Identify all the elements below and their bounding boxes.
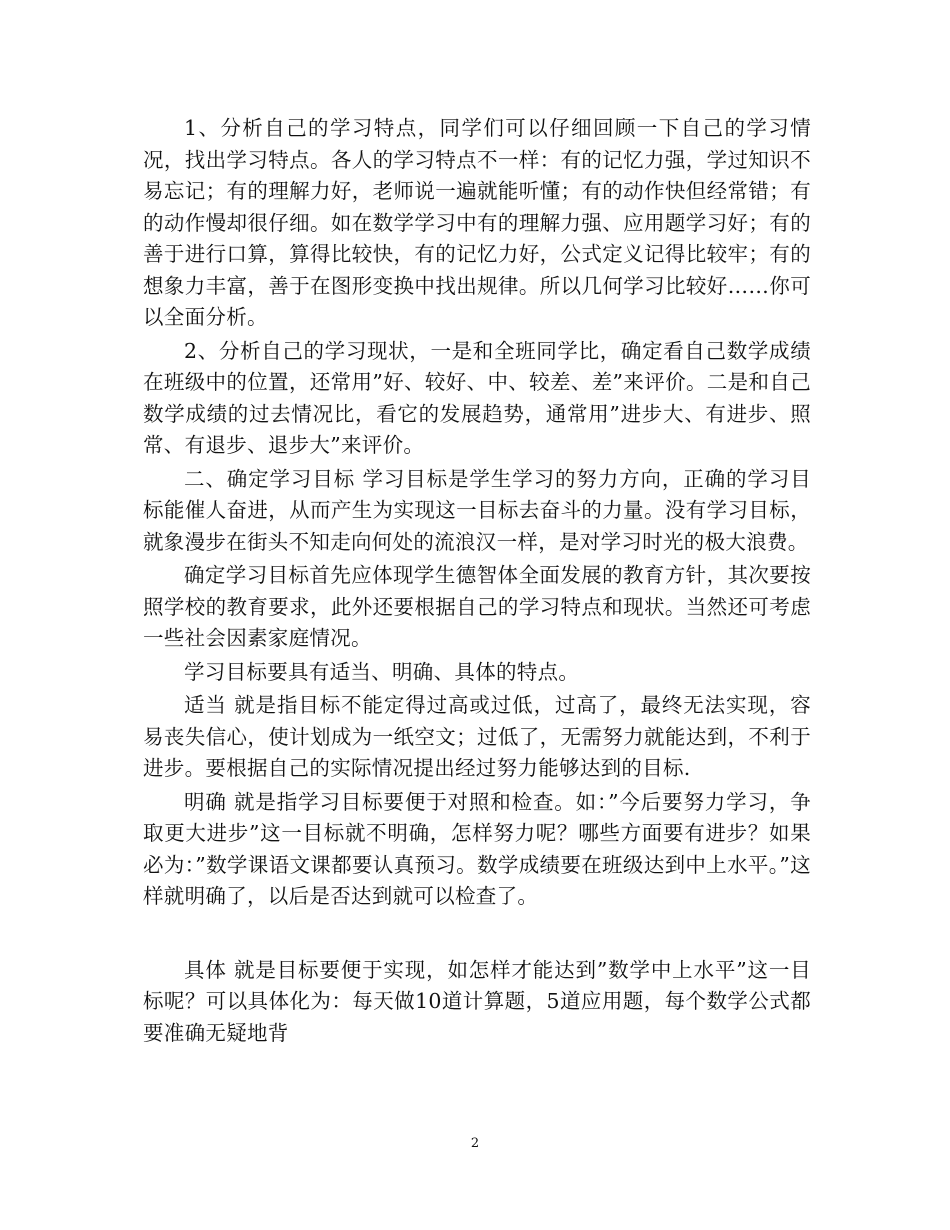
document-body [143, 113, 811, 1051]
paragraph-set-goals: 二、确定学习目标 学习目标是学生学习的努力方向，正确的学习目标能催人奋进，从而产生为实现这一目标去奋斗的力量。没有学习目标，就象漫步在街头不知走向何处的流浪汉一样，是对学习时光的极大浪费。 [143, 466, 811, 554]
paragraph-goal-features: 学习目标要具有适当、明确、具体的特点。 [184, 659, 580, 684]
paragraph-concrete: 具体 就是目标要便于实现，如怎样才能达到”数学中上水平”这一目标呢？可以具体化为：每天做10道计算题，5道应用题，每个数学公式都要准确无疑地背 [143, 957, 811, 1045]
paragraph-goal-principles: 确定学习目标首先应体现学生德智体全面发展的教育方针，其次要按照学校的教育要求，此外还要根据自己的学习特点和现状。当然还可考虑一些社会因素家庭情况。 [143, 563, 811, 650]
paragraph-study-status: 2、分析自己的学习现状，一是和全班同学比，确定看自己数学成绩在班级中的位置，还常用”好、较好、中、较差、差”来评价。二是和自己数学成绩的过去情况比，看它的发展趋势，通常用”进步大、有进步、照常、有退步、退步大”来评价。 [143, 338, 811, 457]
paragraph-clear: 明确 就是指学习目标要便于对照和检查。如：”今后要努力学习，争取更大进步”这一目标就不明确，怎样努力呢？哪些方面要有进步？如果必为：”数学课语文课都要认真预习。数学成绩要在班级达到中上水平。”这样就明确了，以后是否达到就可以检查了。 [143, 789, 811, 908]
paragraph-study-traits: 1、分析自己的学习特点，同学们可以仔细回顾一下自己的学习情况，找出学习特点。各人的学习特点不一样：有的记忆力强，学过知识不易忘记；有的理解力好，老师说一遍就能听懂；有的动作快但经常错；有的动作慢却很仔细。如在数学学习中有的理解力强、应用题学习好；有的善于进行口算，算得比较快，有的记忆力好，公式定义记得比较牢；有的想象力丰富，善于在图形变换中找出规律。所以几何学习比较好……你可以全面分析。 [143, 116, 811, 329]
page-number: 2 [470, 1136, 480, 1151]
paragraph-appropriate: 适当 就是指目标不能定得过高或过低，过高了，最终无法实现，容易丧失信心，使计划成为一纸空文；过低了，无需努力就能达到，不利于进步。要根据自己的实际情况提出经过努力能够达到的目标. [143, 693, 811, 780]
